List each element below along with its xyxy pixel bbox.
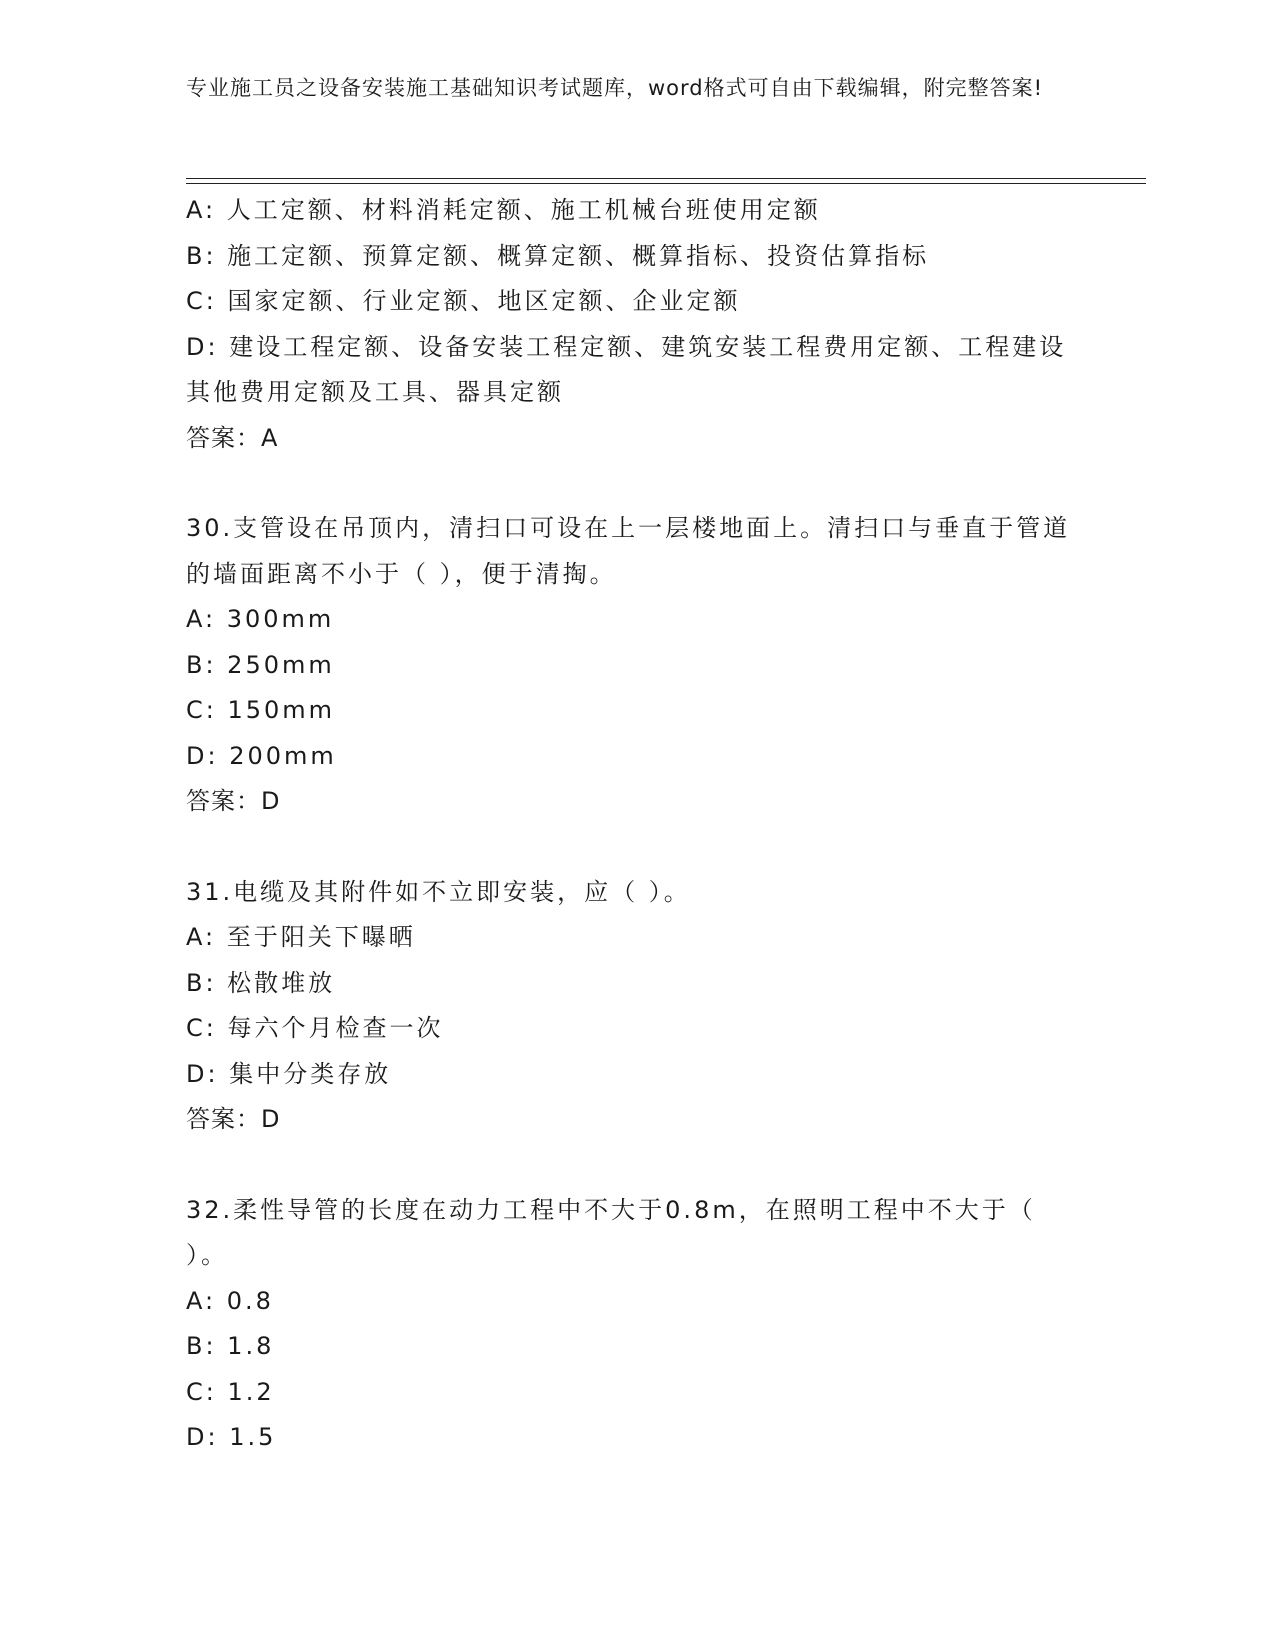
document-header: 专业施工员之设备安装施工基础知识考试题库，word格式可自由下载编辑，附完整答案! — [186, 76, 1044, 100]
option-d: D: 建设工程定额、设备安装工程定额、建筑安装工程费用定额、工程建设其他费用定额及工具、器具定额 — [186, 332, 1067, 406]
question-content — [186, 188, 1086, 1461]
option-d: D: 集中分类存放 — [186, 1059, 392, 1088]
spacer — [186, 1143, 1086, 1188]
answer: 答案：D — [186, 1105, 281, 1133]
header-rule-bottom — [186, 183, 1146, 184]
answer: 答案：D — [186, 787, 281, 815]
question-32 — [186, 1188, 1086, 1461]
option-d: D: 1.5 — [186, 1423, 277, 1451]
header-rule-top — [186, 178, 1146, 179]
option-b: B: 施工定额、预算定额、概算定额、概算指标、投资估算指标 — [186, 241, 930, 270]
option-c: C: 1.2 — [186, 1377, 275, 1406]
question-30 — [186, 506, 1086, 825]
option-b: B: 松散堆放 — [186, 968, 336, 997]
answer: 答案：A — [186, 423, 279, 452]
question-stem: 32.柔性导管的长度在动力工程中不大于0.8m，在照明工程中不大于（ ）。 — [186, 1195, 1036, 1269]
spacer — [186, 461, 1086, 506]
spacer — [186, 825, 1086, 870]
option-a: A: 至于阳关下曝晒 — [186, 923, 416, 951]
option-b: B: 1.8 — [186, 1332, 275, 1360]
question-stem: 30.支管设在吊顶内，清扫口可设在上一层楼地面上。清扫口与垂直于管道的墙面距离不小于（ ），便于清掏。 — [186, 514, 1071, 588]
question-29-continued — [186, 188, 1086, 461]
option-c: C: 国家定额、行业定额、地区定额、企业定额 — [186, 287, 741, 315]
option-c: C: 每六个月检查一次 — [186, 1014, 444, 1042]
option-c: C: 150mm — [186, 696, 336, 724]
option-d: D: 200mm — [186, 741, 337, 770]
option-a: A: 300mm — [186, 605, 335, 633]
option-a: A: 人工定额、材料消耗定额、施工机械台班使用定额 — [186, 196, 821, 224]
option-a: A: 0.8 — [186, 1286, 274, 1315]
option-b: B: 250mm — [186, 650, 335, 679]
question-31 — [186, 870, 1086, 1143]
question-stem: 31.电缆及其附件如不立即安装，应（ ）。 — [186, 877, 691, 906]
